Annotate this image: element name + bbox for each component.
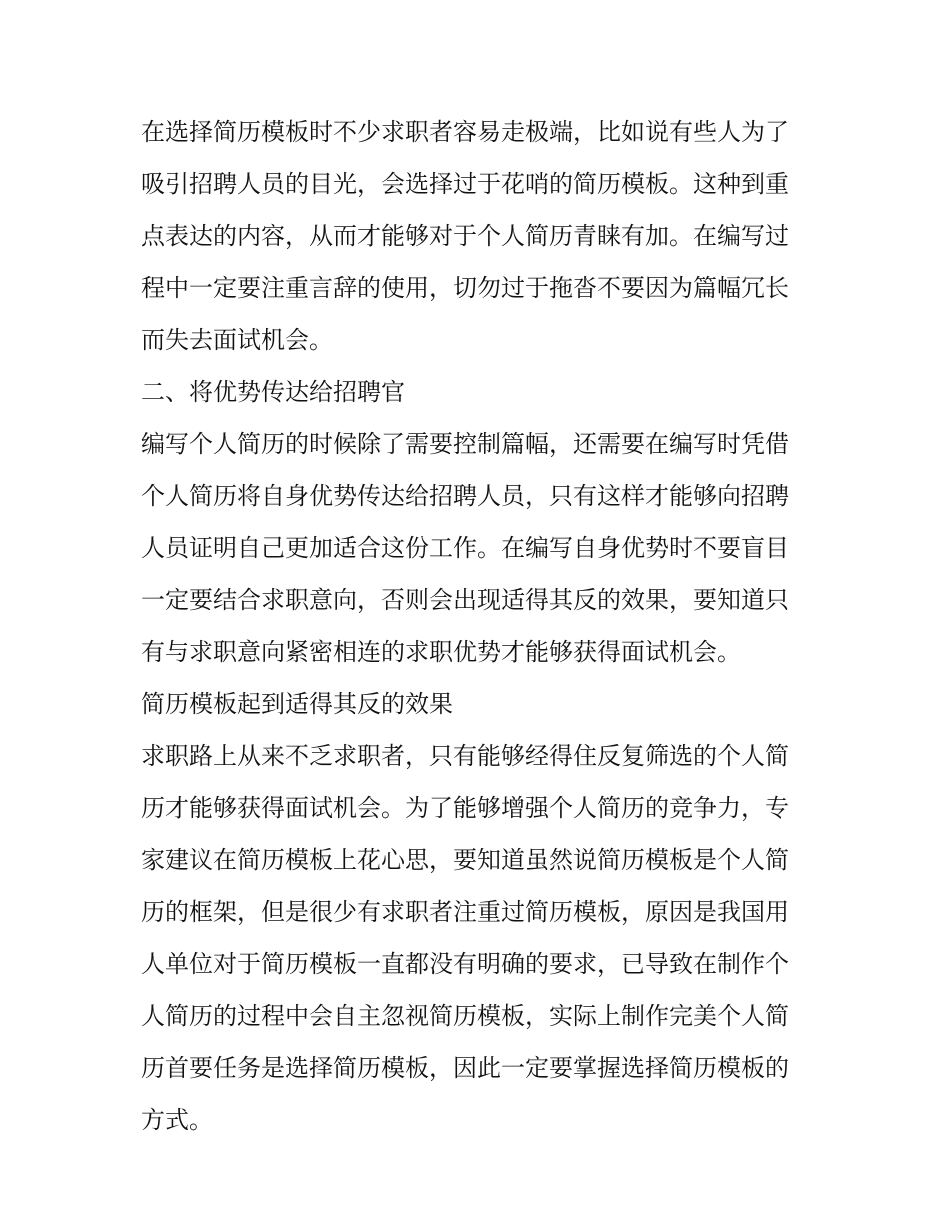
paragraph-line: 历的框架，但是很少有求职者注重过简历模板，原因是我国用	[141, 898, 789, 926]
paragraph-line: 有与求职意向紧密相连的求职优势才能够获得面试机会。	[141, 638, 741, 666]
paragraph-1	[141, 106, 813, 366]
section-heading-1: 二、将优势传达给招聘官	[141, 378, 405, 406]
paragraph-line: 点表达的内容，从而才能够对于个人简历青睐有加。在编写过	[141, 222, 789, 250]
paragraph-2	[141, 418, 813, 678]
paragraph-line: 人单位对于简历模板一直都没有明确的要求，已导致在制作个	[141, 950, 789, 978]
paragraph-line: 人简历的过程中会自主忽视简历模板，实际上制作完美个人简	[141, 1002, 789, 1030]
section-heading-2: 简历模板起到适得其反的效果	[141, 690, 453, 718]
paragraph-line: 历才能够获得面试机会。为了能够增强个人简历的竞争力，专	[141, 794, 789, 822]
paragraph-line: 一定要结合求职意向，否则会出现适得其反的效果，要知道只	[141, 586, 789, 614]
document-body	[141, 106, 813, 1146]
paragraph-line: 个人简历将自身优势传达给招聘人员，只有这样才能够向招聘	[141, 482, 789, 510]
paragraph-line: 程中一定要注重言辞的使用，切勿过于拖沓不要因为篇幅冗长	[141, 274, 789, 302]
paragraph-line: 历首要任务是选择简历模板，因此一定要掌握选择简历模板的	[141, 1054, 789, 1082]
paragraph-line: 在选择简历模板时不少求职者容易走极端，比如说有些人为了	[141, 118, 789, 146]
paragraph-line: 人员证明自己更加适合这份工作。在编写自身优势时不要盲目	[141, 534, 789, 562]
paragraph-line: 而失去面试机会。	[141, 326, 333, 354]
paragraph-line: 吸引招聘人员的目光，会选择过于花哨的简历模板。这种到重	[141, 170, 789, 198]
paragraph-line: 家建议在简历模板上花心思，要知道虽然说简历模板是个人简	[141, 846, 789, 874]
paragraph-line: 编写个人简历的时候除了需要控制篇幅，还需要在编写时凭借	[141, 430, 789, 458]
paragraph-line: 方式。	[141, 1106, 213, 1134]
paragraph-3	[141, 730, 813, 1146]
paragraph-line: 求职路上从来不乏求职者，只有能够经得住反复筛选的个人简	[141, 742, 789, 770]
